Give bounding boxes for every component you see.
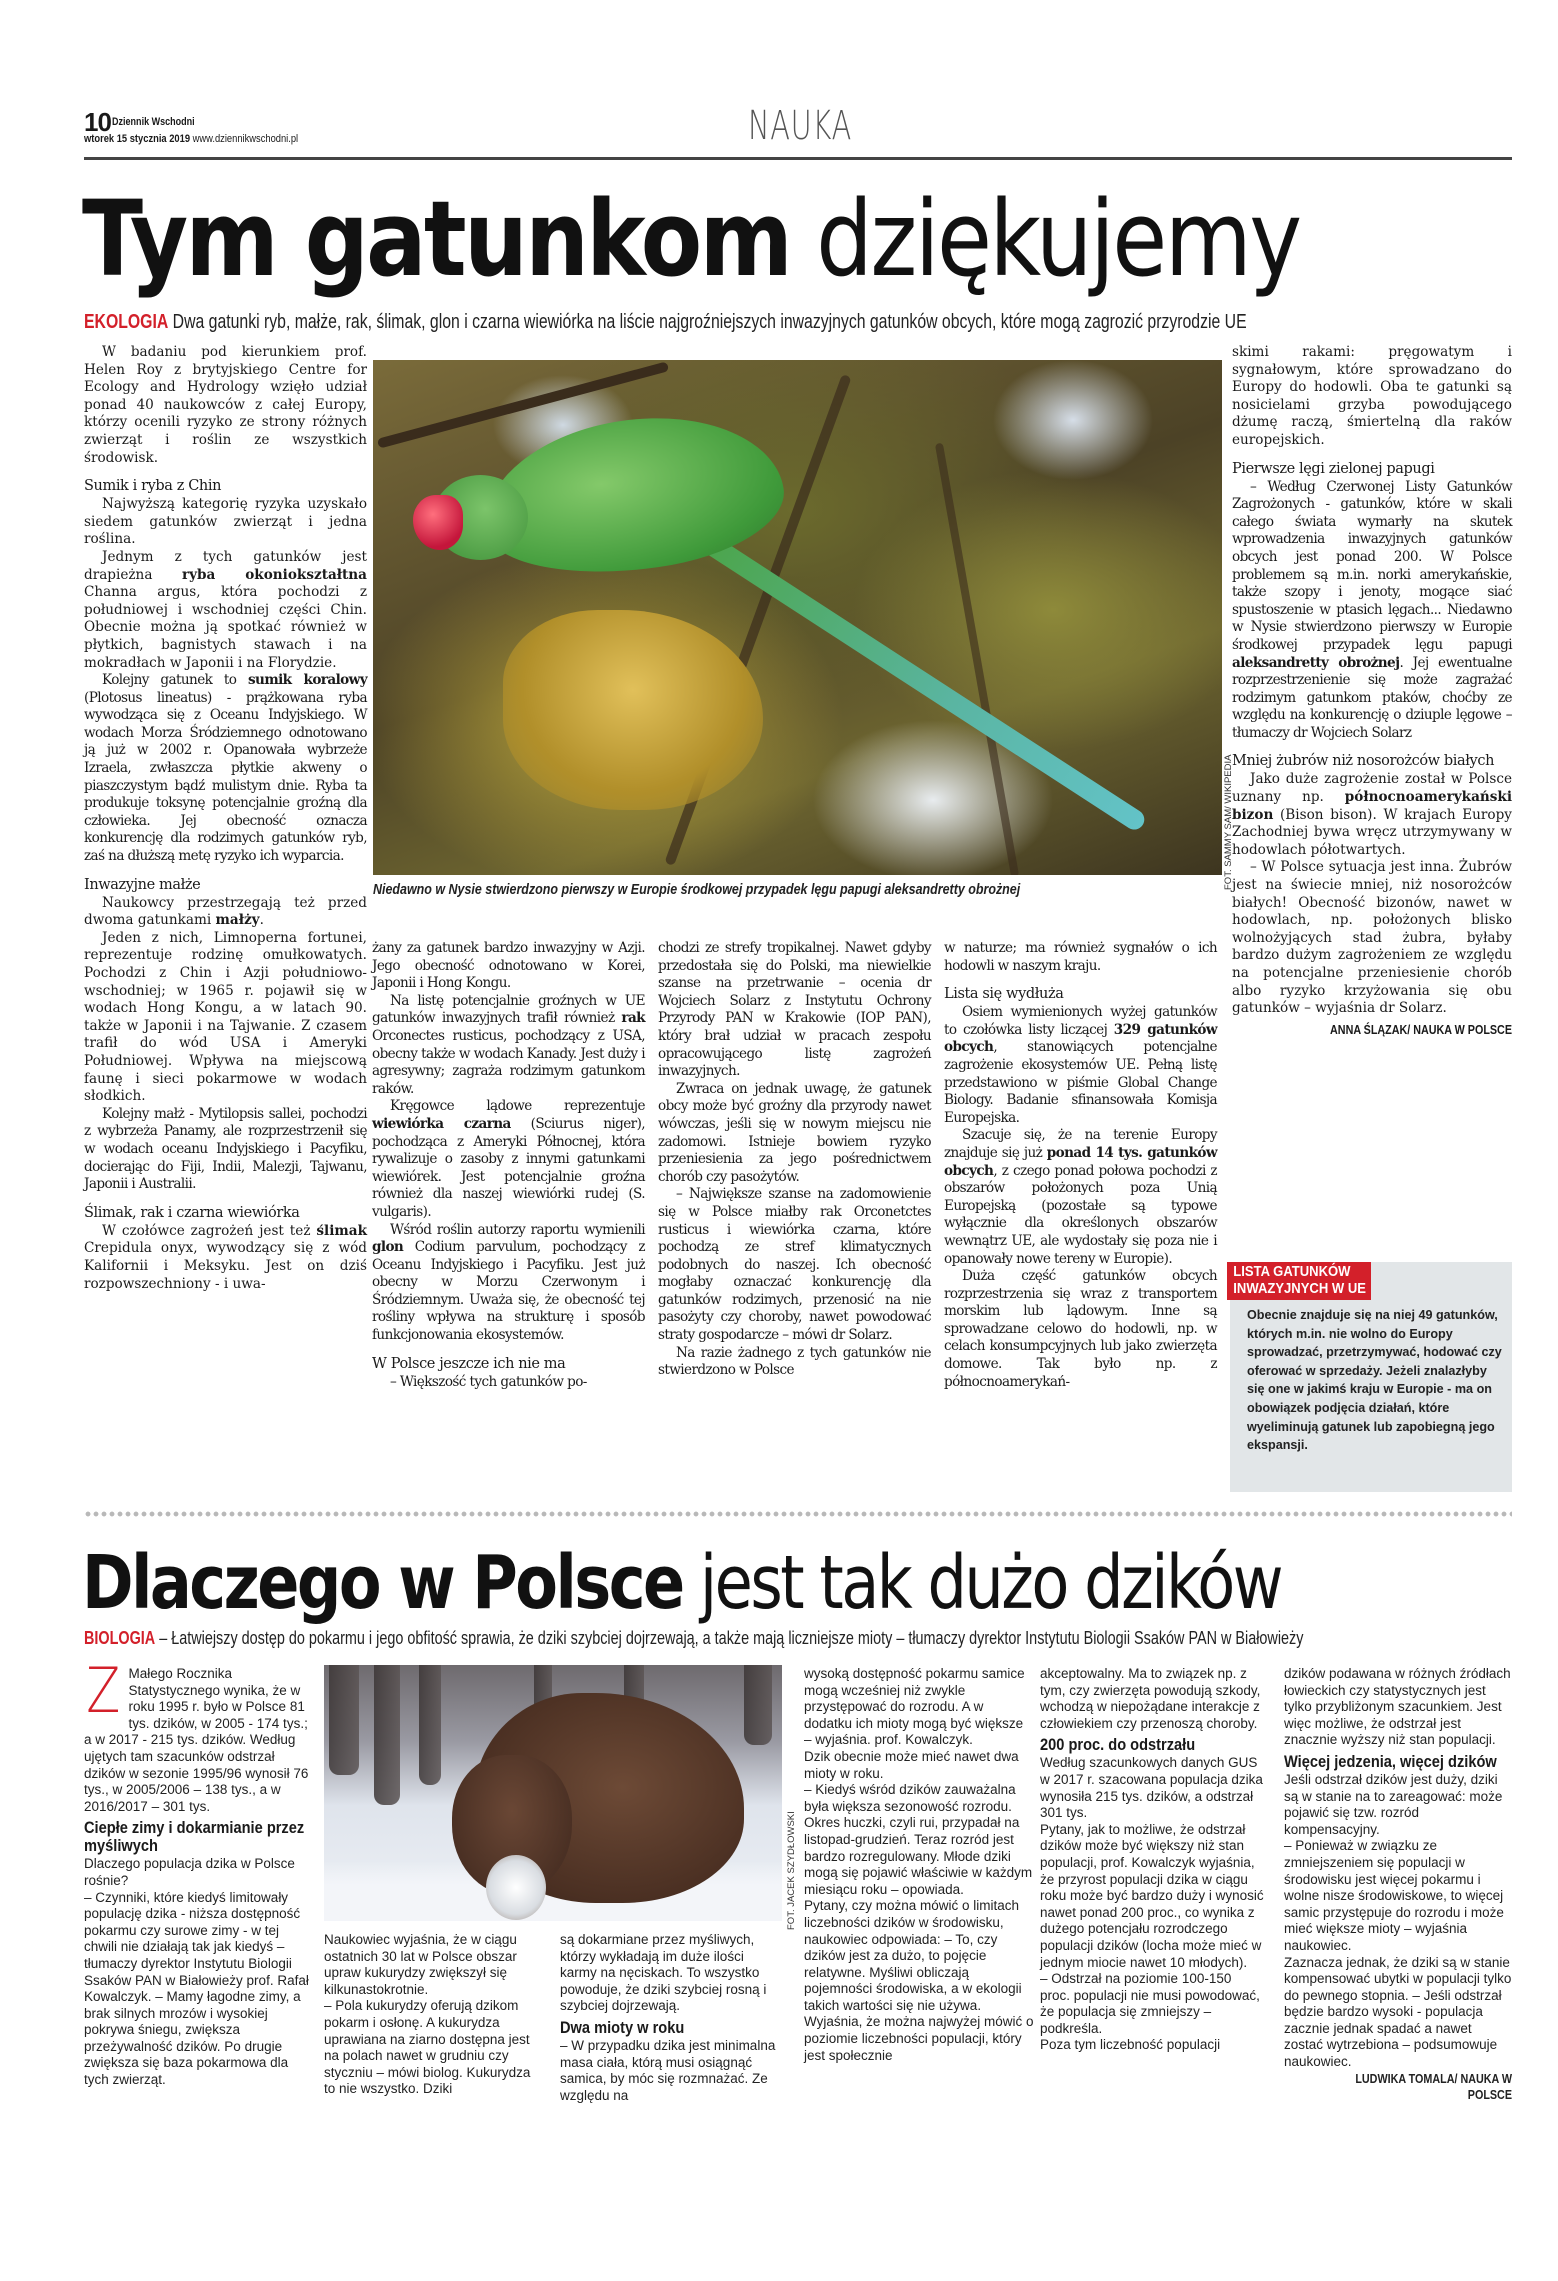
credit-text: FOT. SAMMY SAM/ WIKIPEDIA	[1223, 754, 1234, 890]
article2-column-4	[804, 1666, 1034, 2064]
paragraph: Na razie żadnego z tych gatunków nie stwierdzono w Polsce	[658, 1344, 931, 1379]
text: Szacuje się, że na terenie Europy znajduje się już	[944, 1127, 1217, 1161]
paragraph: – Największe szanse na zadomowienie się w Polsce miałby rak Orconetctes rusticus i wiewiórka czarna, które pochodzą ze stref klimatycznych podobnych do naszej. Ich obecność mogłaby oznaczać konkurencję dla gatunków rodzimych, przenosić na nie pasożyty czy choroby, nawet powodować straty gospodarcze – mówi dr Solarz.	[658, 1186, 931, 1344]
paragraph: żany za gatunek bardzo inwazyjny w Azji. Jego obecność odnotowano w Korei, Japonii i Hong Kongu.	[372, 940, 645, 992]
paragraph: Kolejny małż - Mytilopsis sallei, pochodzi z wybrzeża Panamy, ale rozprzestrzenił się w wodach oceanu Indyjskiego i Pacyfiku, docierając do Fiji, Indii, Malezji, Tajwanu, Japonii i Australii.	[84, 1105, 367, 1193]
subheading: W Polsce jeszcze ich nie ma	[372, 1355, 566, 1372]
article2-column-1	[84, 1654, 312, 2089]
credit-text: FOT. JACEK SZYDŁOWSKI	[786, 1811, 797, 1930]
website-link[interactable]: www.dziennikwschodni.pl	[192, 133, 299, 145]
article1-column-2	[372, 940, 645, 1391]
article1-headline	[82, 178, 1300, 300]
paragraph: – Pola kukurydzy oferują dzikom pokarm i osłonę. A kukurydza uprawiana na ziarno dostępna jest na polach nawet w grudniu czy styczniu – mówi biolog. Kukurydza to nie wszystko. Dziki	[324, 1998, 531, 2097]
text: (Bison bison). W krajach Europy Zachodniej bywa wręcz utrzymywany w hodowlach półotwartych.	[1232, 806, 1512, 858]
photo-caption: Niedawno w Nysie stwierdzono pierwszy w Europie środkowej przypadek lęgu papugi aleksandretty obrożnej	[373, 882, 1021, 898]
bold-term: małży	[215, 912, 260, 929]
text: Na listę potencjalnie groźnych w UE gatunków inwazyjnych trafił również	[372, 992, 645, 1027]
parrot-beak-shape	[413, 495, 463, 550]
paragraph: są dokarmiane przez myśliwych, którzy wykładają im duże ilości karmy na nęciskach. To wszystko powoduje, że dziki szybciej rosną i szybciej dojrzewają.	[560, 1932, 767, 2014]
paragraph: – Ponieważ w związku ze zmniejszeniem się populacji w środowisku jest więcej pokarmu i wolne nisze środowiskowe, to więcej samic przystępuje do rozrodu i może mieć większe mioty – wyjaśnia naukowiec.	[1284, 1838, 1504, 1953]
paragraph	[372, 993, 645, 1099]
dotted-separator	[84, 1511, 1512, 1517]
paragraph: Pytany, jak to możliwe, że odstrzał dzików może być większy niż stan populacji, prof. Kowalczyk wyjaśnia, że przyrost populacji dzika w ciągu roku może być bardzo duży i wynosić nawet ponad 200 proc., co wynika z dużego potencjału rozrodczego populacji dzików (locha może mieć w jednym miocie nawet 10 młodych).	[1040, 1821, 1264, 1970]
article1-column-3	[658, 940, 931, 1380]
article2-column-6	[1284, 1666, 1512, 2104]
paragraph: skimi rakami: pręgowatym i sygnałowym, które sprowadzano do Europy do hodowli. Oba te gatunki są nosicielami grzyba powodującego dżumę raczą, śmiertelną dla raków europejskich.	[1232, 344, 1512, 448]
text: .	[259, 912, 264, 929]
page-number: 10	[84, 107, 111, 137]
article2-column-2	[324, 1932, 544, 2098]
parrot-photo	[373, 360, 1222, 875]
text: Jednym z tych gatunków jest drapieżna	[84, 548, 367, 583]
bold-term: ślimak	[316, 1222, 367, 1239]
subheading: Więcej jedzenia, więcej dzików	[1284, 1751, 1497, 1771]
byline: LUDWIKA TOMALA/ NAUKA W POLSCE	[1355, 2071, 1512, 2103]
paragraph: – Większość tych gatunków po-	[390, 1373, 587, 1390]
tree-shape	[419, 1665, 441, 1785]
text: Codium parvulum, pochodzący z Oceanu Indyjskiego i Pacyfiku. Jest już obecny w Morzu Czerwonym i Śródziemnym. Uważa się, że obecność tej rośliny wpływa na strukturę i sposób funkcjonowania ekosystemów.	[372, 1239, 645, 1344]
bold-term: sumik koralowy	[247, 672, 368, 689]
paragraph: Jeśli odstrzał dzików jest duży, dziki są w stanie na to zareagować: może pojawić się tzw. rozród kompensacyjny.	[1284, 1771, 1503, 1837]
paragraph	[84, 1654, 312, 1815]
paragraph: Dlaczego populacja dzika w Polsce rośnie?	[84, 1856, 295, 1888]
text: , stanowiących potencjalne zagrożenie ekosystemów UE. Pełną listę przedstawiono w piśmie Global Change Biology. Badanie sfinansowała Komisja Europejska.	[944, 1039, 1217, 1126]
section-title: NAUKA	[747, 103, 852, 149]
text: . Jej ewentualne rozprzestrzenienie się może zagrażać rodzimym gatunkom ptaków, choćby ze względu na konkurencję o dziuple lęgowe – tłumaczy dr Wojciech Solarz	[1232, 654, 1512, 741]
paragraph: – Odstrzał na poziomie 100-150 proc. populacji nie musi powodować, że populacja się zmniejszy – podkreśla.	[1040, 1971, 1260, 2036]
text: (Plotosus lineatus) - prążkowana ryba wywodząca się z Oceanu Indyjskiego. W wodach Morza Śródziemnego odnotowano ją już w 2002 r. Opanowała wybrzeże Izraela, zwłaszcza płytkie akweny o piaszczystym bądź mulistym dnie. Ryba ta produkuje toksynę potencjalnie groźną dla człowieka. Jej obecność oznacza konkurencję dla rodzimych gatunków ryb, zaś na dłuższą metę ryzyko ich wyparcia.	[84, 689, 367, 865]
branch-shape	[935, 443, 1019, 875]
kicker-label: BIOLOGIA	[84, 1628, 156, 1648]
subheading: Pierwsze lęgi zielonej papugi	[1232, 460, 1435, 477]
paragraph: Naukowiec wyjaśnia, że w ciągu ostatnich 30 lat w Polsce obszar upraw kukurydzy zwiększył się kilkunastokrotnie.	[324, 1932, 517, 1997]
article1-deck	[84, 311, 1247, 334]
paragraph	[1232, 479, 1512, 743]
paragraph: Poza tym liczebność populacji	[1040, 2037, 1221, 2053]
bold-term: ryba okoniokształtna	[181, 566, 367, 583]
article2-column-3	[560, 1932, 780, 2104]
paragraph: Zwraca on jednak uwagę, że gatunek obcy może być groźny dla przyrody nawet wówczas, jeśli się w nowym miejscu nie zadomowi. Istnieje bowiem ryzyko przeniesienia za jego pośrednictwem chorób czy pasożytów.	[658, 1080, 931, 1185]
bold-term: wiewiórka czarna	[372, 1115, 511, 1132]
subheading: 200 proc. do odstrzału	[1040, 1735, 1196, 1755]
text: Channa argus, która pochodzi z południowej i wschodniej części Chin. Obecnie można ją spotkać również w płytkich, bagnistych stawach i na mokradłach w Japonii i na Florydzie.	[84, 584, 367, 671]
bold-term: północnoamerykański bizon	[1232, 789, 1512, 823]
headline-bold: Dlaczego w Polsce	[82, 1540, 683, 1626]
kicker-label: EKOLOGIA	[84, 311, 169, 333]
wild-boar-photo	[324, 1665, 782, 1921]
tag-line: LISTA GATUNKÓW	[1233, 1264, 1351, 1280]
info-box-text: Obecnie znajduje się na niej 49 gatunków, których m.in. nie wolno do Europy sprowadzać, przetrzymywać, hodować czy oferować w sprzedaży. Jeżeli znalazłyby się one w jakimś kraju w Europie - ma on obowiązek podjęcia działań, które wyeliminują gatunek lub zapobiegną jego ekspansji.	[1247, 1308, 1502, 1453]
bold-term: ponad 14 tys. gatunków obcych	[944, 1144, 1218, 1179]
paragraph: wysoką dostępność pokarmu samice mogą wcześniej niż zwykle przystępować do rozrodu. A w dodatku ich mioty mogą być większe – wyjaśnia. prof. Kowalczyk.	[804, 1666, 1025, 1748]
paragraph: Jeden z nich, Limnoperna fortunei, reprezentuje rodzinę omułkowatych. Pochodzi z Chin i Azji południowo-wschodniej; w 1965 r. pojawił się w wodach Hong Kongu, a w latach 90. także w Japonii i na Tajwanie. Z czasem trafił do wód USA i Ameryki Południowej. Wpływa na miejscową faunę i sieci pokarmowe w wodach słodkich.	[84, 929, 367, 1105]
info-box	[1230, 1262, 1512, 1492]
paragraph: – Czynniki, które kiedyś limitowały populację dzika - niższa dostępność pokarmu czy surowe zimy - w tej chwili nie działają tak jak kiedyś – tłumaczy dyrektor Instytutu Biologii Ssaków PAN w Białowieży prof. Rafał Kowalczyk. – Mamy łagodne zimy, a brak silnych mrozów i wysokiej pokrywa śniegu, zwiększa przeżywalność dzików. Po drugie zwiększa się baza pokarmowa dla tych zwierząt.	[84, 1889, 309, 2088]
headline-light: dziękujemy	[816, 178, 1300, 300]
tree-shape	[374, 1665, 400, 1805]
leaves-shape	[503, 610, 763, 810]
issue-date: wtorek 15 stycznia 2019	[84, 133, 191, 145]
paragraph	[84, 672, 367, 866]
tree-shape	[329, 1665, 359, 1775]
paragraph	[944, 1004, 1217, 1127]
subheading: Sumik i ryba z Chin	[84, 478, 222, 495]
bold-term: rak	[621, 1010, 645, 1027]
text: W czołówce zagrożeń jest też	[102, 1222, 317, 1239]
article1-column-5	[1232, 344, 1512, 1039]
text: – Według Czerwonej Listy Gatunków Zagrożonych - gatunków, które w skali całego świata wymarły na skutek wprowadzenia inwazyjnych gatunków obcych jest ponad 200. W Polsce problemem są m.in. norki amerykańskie, także szopy i jenoty, mogące siać spustoszenie w ptasich lęgach... Niedawno w Nysie stwierdzono pierwszy w Europie środkowej przypadek lęgu papugi	[1232, 478, 1512, 653]
subheading: Inwazyjne małże	[84, 876, 201, 893]
text: Małego Rocznika Statystycznego wynika, że w roku 1995 r. było w Polsce 81 tys. dzików, w 2005 - 174 tys.; a w 2017 - 215 tys. dzików. Według ujętych tam szacunków odstrzał dzików w sezonie 1995/96 wynosił 76 tys., w 2005/2006 – 138 tys., a w 2016/2017 – 301 tys.	[84, 1666, 309, 1814]
paragraph: Najwyższą kategorię ryzyka uzyskało siedem gatunków zwierząt i jedna roślina.	[84, 496, 367, 548]
paragraph: Według szacunkowych danych GUS w 2017 r. szacowana populacja dzika wynosiła 215 tys. dzików, a odstrzał 301 tys.	[1040, 1755, 1263, 1821]
paragraph: Pytany, czy można mówić o limitach liczebności dzików w środowisku, naukowiec odpowiada: – To, czy dzików jest za dużo, to pojęcie relatywne. Myśliwi obliczają pojemności środowiska, a w ekologii takich wartości się nie używa.	[804, 1898, 1022, 2013]
byline: ANNA ŚLĄZAK/ NAUKA W POLSCE	[1330, 1022, 1512, 1037]
article2-column-5	[1040, 1666, 1265, 2054]
text: Kręgowce lądowe reprezentuje	[390, 1098, 645, 1115]
deck-text: – Łatwiejszy dostęp do pokarmu i jego obfitość sprawia, że dziki szybciej dojrzewają, a także mają liczniejsze mioty – tłumaczy dyrektor Instytutu Biologii Ssaków PAN w Białowieży	[159, 1628, 1304, 1648]
subheading: Dwa mioty w roku	[560, 2017, 685, 2037]
text: Jako duże zagrożenie został w Polsce uznany np.	[1232, 771, 1512, 806]
article2-headline	[82, 1540, 1281, 1626]
deck-text: Dwa gatunki ryb, małże, rak, ślimak, glon i czarna wiewiórka na liście najgroźniejszych inwazyjnych gatunków obcych, które mogą zagrozić przyrodzie UE	[172, 311, 1247, 333]
article1-column-1	[84, 344, 367, 1293]
photo-credit	[785, 1760, 799, 1930]
text: Wśród roślin autorzy raportu wymienili	[390, 1221, 645, 1238]
subheading: Mniej żubrów niż nosorożców białych	[1232, 753, 1495, 770]
paragraph	[84, 1223, 367, 1293]
article1-column-4	[944, 940, 1217, 1391]
paragraph: W badaniu pod kierunkiem prof. Helen Roy z brytyjskiego Centre for Ecology and Hydrology wzięło udział ponad 40 naukowców z całej Europy, którzy ocenili ryzyko ze strony różnych zwierząt i roślin ze wszystkich środowisk.	[84, 344, 367, 466]
text: (Sciurus niger), pochodząca z Ameryki Północnej, która rywalizuje o zasoby z innymi gatunkami wiewiórek. Jest potencjalnie groźna również dla naszej wiewiórki rudej (S. vulgaris).	[372, 1115, 645, 1220]
paragraph: – Kiedyś wśród dzików zauważalna była większa sezonowość rozrodu. Okres huczki, czyli rui, przypadał na listopad-grudzień. Teraz rozród jest bardzo rozregulowany. Młode dziki mogą się pojawić właściwie w każdym miesiącu roku – opowiada.	[804, 1782, 1033, 1897]
header-rule	[84, 157, 1512, 160]
paragraph	[84, 549, 367, 672]
dateline	[84, 133, 298, 145]
paragraph: chodzi ze strefy tropikalnej. Nawet gdyby przedostała się do Polski, ma niewielkie szanse na przetrwanie – ocenia dr Wojciech Solarz z Instytutu Ochrony Przyrody PAN w Krakowie (IOP PAN), który brał udział w pracach zespołu opracowującego listę zagrożeń inwazyjnych.	[658, 940, 931, 1080]
text: Naukowcy przestrzegają też przed dwoma gatunkami	[84, 894, 367, 929]
text: Orconectes rusticus, pochodzący z USA, obecny także w wodach Kanady. Jest duży i agresywny; zagraża rodzimym gatunkom raków.	[372, 1027, 645, 1097]
article2-deck	[84, 1628, 1303, 1649]
newspaper-name: Dziennik Wschodni	[112, 116, 195, 128]
subheading: Lista się wydłuża	[944, 986, 1064, 1003]
drop-cap: Z	[86, 1654, 121, 1727]
paragraph: Duża część gatunków obcych rozprzestrzenia się wraz z transportem morskim lub lądowym. Inne są sprowadzane celowo do hodowli, np. w celach konsumpcyjnych lub jako zwierzęta domowe. Tak było np. z północnoamerykań-	[944, 1268, 1217, 1390]
headline-light: jest tak dużo dzików	[699, 1540, 1282, 1626]
paragraph	[944, 1127, 1217, 1268]
subheading: Ślimak, rak i czarna wiewiórka	[84, 1204, 300, 1221]
tag-line: INWAZYJNYCH W UE	[1233, 1281, 1366, 1297]
paragraph: dzików podawana w różnych źródłach łowieckich czy statystycznych jest tylko przybliżonym szacunkiem. Jest więc możliwe, że odstrzał jest znacznie wyższy niż stan populacji.	[1284, 1666, 1511, 1748]
boar-snout-shape	[486, 1855, 546, 1920]
paragraph	[84, 895, 367, 930]
paragraph: akceptowalny. Ma to związek np. z tym, czy zwierzęta powodują szkody, wchodzą w niepożądane interakcje z człowiekiem czy przenoszą choroby.	[1040, 1666, 1261, 1731]
bold-term: 329 gatunków obcych	[944, 1021, 1217, 1056]
paragraph	[1232, 771, 1512, 859]
tree-shape	[744, 1665, 772, 1745]
paragraph: Dzik obecnie może mieć nawet dwa mioty w roku.	[804, 1748, 1019, 1781]
paragraph	[372, 1222, 645, 1345]
bold-term: glon	[372, 1239, 404, 1256]
paragraph: Zaznacza jednak, że dziki są w stanie kompensować ubytki w populacji tylko do pewnego stopnia. – Jeśli odstrzał będzie bardzo wysoki - populacja zacznie jednak spadać a nawet zostać wytrzebiona – podsumowuje naukowiec.	[1284, 1954, 1512, 2070]
text: Osiem wymienionych wyżej gatunków to czołówka listy liczącej	[944, 1004, 1217, 1038]
bold-term: aleksandretty obrożnej	[1232, 654, 1400, 671]
paragraph: w naturze; ma również sygnałów o ich hodowli w naszym kraju.	[944, 940, 1217, 974]
text: Crepidula onyx, wywodzący się z wód Kalifornii i Meksyku. Jest on dziś rozpowszechniony - i uwa-	[84, 1240, 367, 1292]
paragraph: – W przypadku dzika jest minimalna masa ciała, którą musi osiągnąć samica, by móc się rozmnażać. Ze względu na	[560, 2037, 776, 2103]
info-box-tag	[1227, 1262, 1371, 1300]
paragraph: Wyjaśnia, że można najwyżej mówić o poziomie liczebności populacji, który jest społecznie	[804, 2014, 1034, 2063]
text: , z czego ponad połowa pochodzi z obszarów położonych poza Unią Europejską (pozostałe są typowe wyłącznie dla określonych obszarów wewnątrz UE, ale wydostały się poza nie i opanowały nowe tereny w Europie).	[944, 1162, 1217, 1267]
paragraph	[372, 1098, 645, 1221]
text: Kolejny gatunek to	[102, 672, 248, 689]
subheading: Ciepłe zimy i dokarmianie przez myśliwych	[84, 1818, 305, 1856]
headline-bold: Tym gatunkom	[82, 178, 791, 300]
paragraph: – W Polsce sytuacja jest inna. Żubrów jest na świecie mniej, niż nosorożców białych! Obecność bizonów, nawet w hodowlach, np. położonych blisko wolnożyjących stad żubra, byłaby bardzo dużym zagrożeniem ze względu na potencjalne przeniesienie chorób albo ryzyko krzyżowania się obu gatunków – wyjaśnia dr Solarz.	[1232, 859, 1512, 1017]
